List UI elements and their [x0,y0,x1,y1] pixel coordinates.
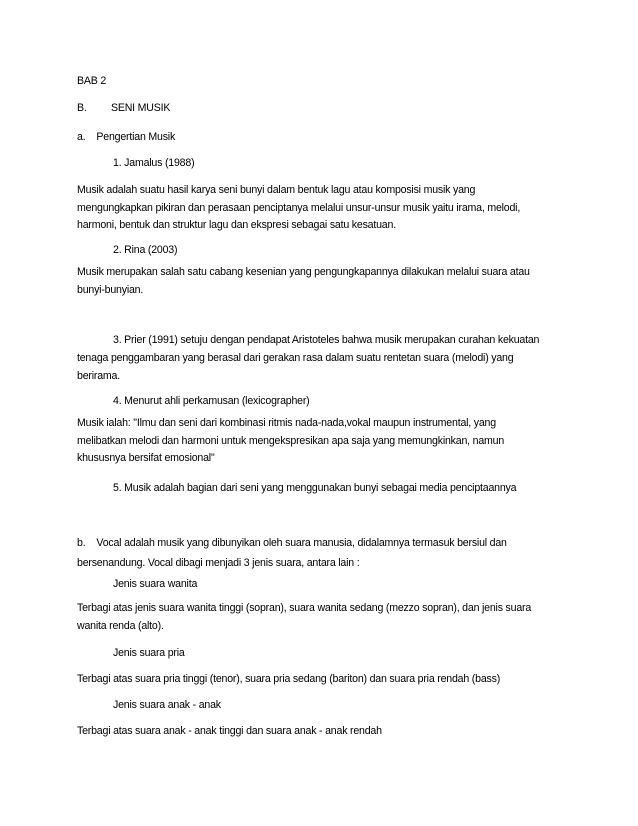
item3-line: 3. Prier (1991) setuju dengan pendapat Aristoteles bahwa musik merupakan curahan kekuatan [113,334,540,346]
item3-paragraph [77,331,567,385]
item3-line: tenaga penggambaran yang berasal dari gerakan rasa dalam suatu rentetan suara (melodi) yang [77,352,514,364]
male-voice-heading: Jenis suara pria [113,647,185,659]
vocal-intro-line: b. Vocal adalah musik yang dibunyikan oleh suara manusia, didalamnya termasuk bersiul dan [77,537,507,549]
female-voice-line: wanita renda (alto). [77,619,164,632]
male-voice-text: Terbagi atas suara pria tinggi (tenor), suara pria sedang (bariton) dan suara pria rendah (bass) [77,673,501,685]
item3-line: berirama. [77,370,120,382]
section-label: B. [77,102,87,114]
vocal-intro-paragraph [77,533,567,573]
item4-heading: 4. Menurut ahli perkamusan (lexicographer) [113,395,310,407]
vocal-intro-line: bersenandung. Vocal dibagi menjadi 3 jenis suara, antara lain : [77,557,360,569]
female-voice-paragraph [77,600,567,635]
child-voice-heading: Jenis suara anak - anak [113,699,221,711]
item2-line: Musik merupakan salah satu cabang kesenian yang pengungkapannya dilakukan melalui suara atau [77,266,530,278]
item1-heading: 1. Jamalus (1988) [113,157,195,169]
item4-paragraph [77,415,567,468]
chapter-heading: BAB 2 [77,75,107,87]
item4-line: Musik ialah: "Ilmu dan seni dari kombinasi ritmis nada-nada,vokal maupun instrumental, yang [77,417,496,429]
item2-heading: 2. Rina (2003) [113,244,178,256]
item1-paragraph [77,182,567,235]
subsection-heading: a. Pengertian Musik [77,131,176,143]
item2-paragraph [77,264,567,299]
female-voice-line: Terbagi atas jenis suara wanita tinggi (sopran), suara wanita sedang (mezzo sopran), dan jenis suara [77,602,532,614]
child-voice-text: Terbagi atas suara anak - anak tinggi dan suara anak - anak rendah [77,725,382,737]
item2-line: bunyi-bunyian. [77,283,144,296]
item1-line: mengungkapkan pikiran dan perasaan penciptanya melalui unsur-unsur musik yaitu irama, melodi, [77,201,521,214]
section-title: SENI MUSIK [111,102,171,114]
item4-line: khususnya bersifat emosional" [77,452,215,464]
item5-text: 5. Musik adalah bagian dari seni yang menggunakan bunyi sebagai media penciptaannya [113,482,517,494]
female-voice-heading: Jenis suara wanita [113,578,198,590]
item4-line: melibatkan melodi dan harmoni untuk mengekspresikan apa saja yang memungkinkan, namun [77,434,505,447]
item1-line: harmoni, bentuk dan struktur lagu dan ekspresi sebagai satu kesatuan. [77,219,396,231]
item1-line: Musik adalah suatu hasil karya seni bunyi dalam bentuk lagu atau komposisi musik yang [77,184,476,196]
